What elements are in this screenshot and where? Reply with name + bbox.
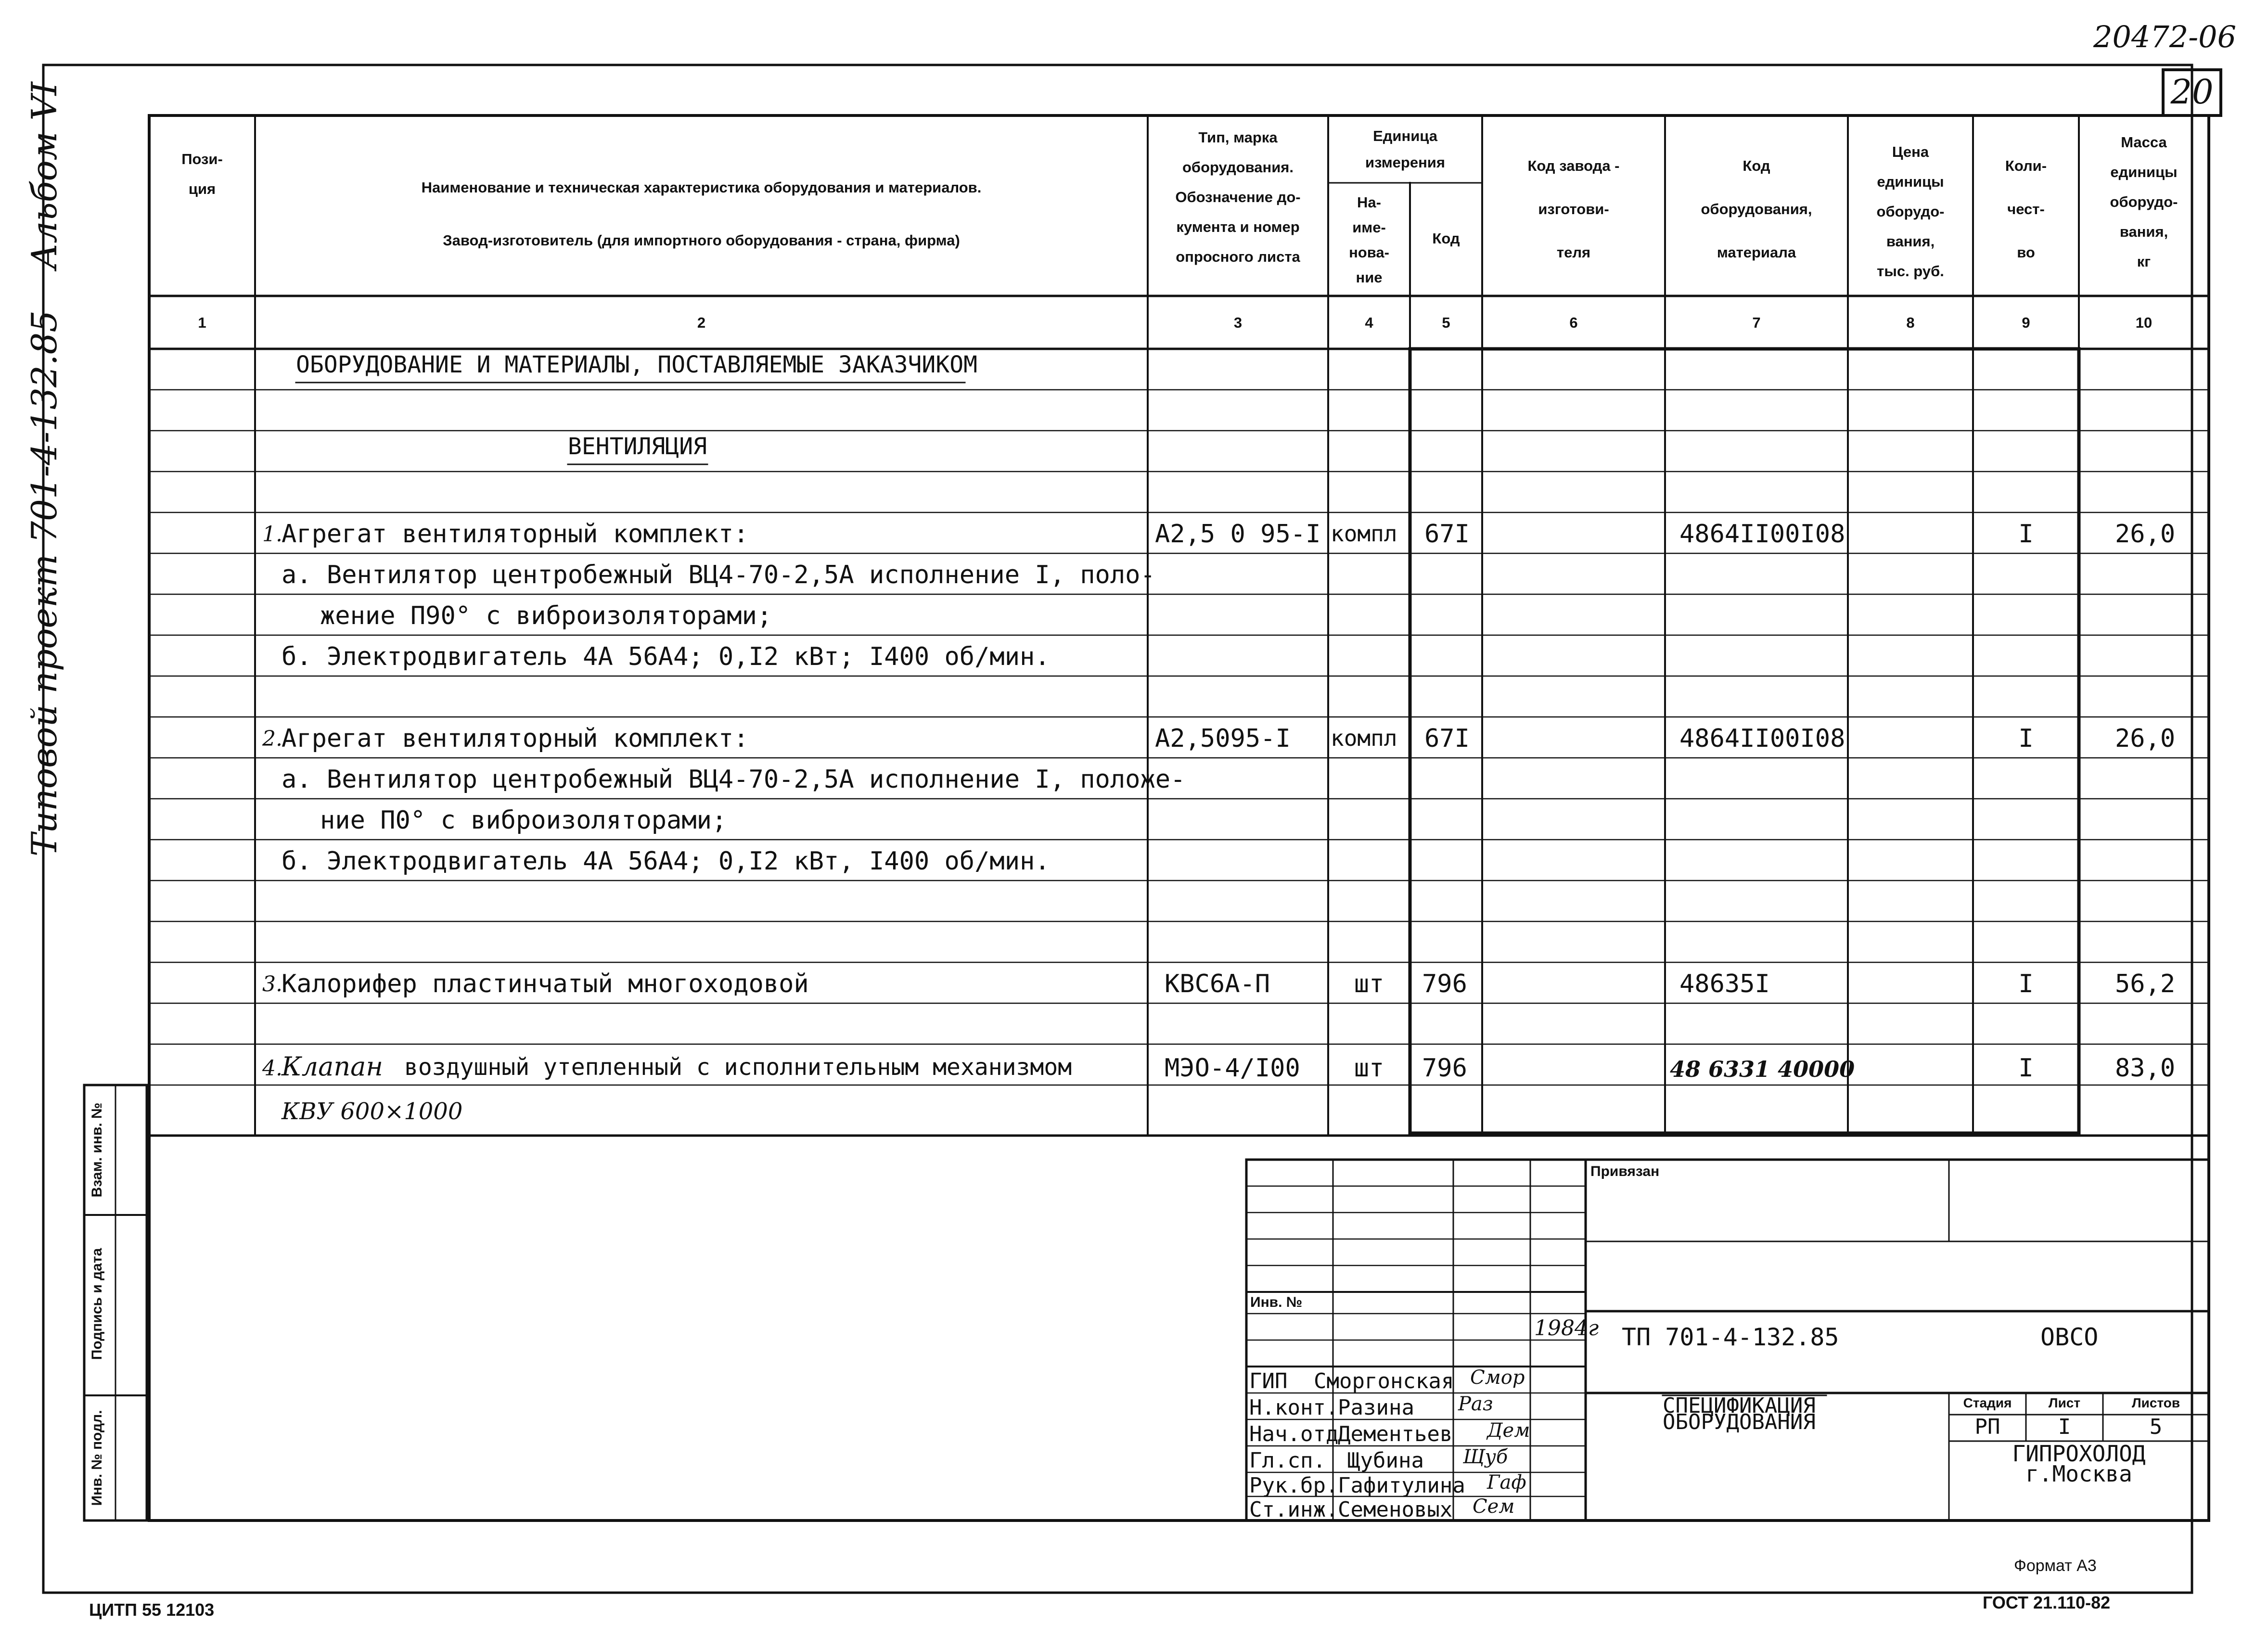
title-block-doc-code: ТП 701-4-132.85 <box>1622 1323 1839 1351</box>
row2-sub-a: а. Вентилятор центробежный ВЦ4-70-2,5А исполнение I, положе- <box>282 765 1186 794</box>
person-1-name: Сморгонская <box>1314 1369 1454 1393</box>
row1-equip-code: 4864II00I08 <box>1679 520 1845 549</box>
header-equip-code: Код оборудования, материала <box>1701 157 1812 261</box>
row2-sub-b: б. Электродвигатель 4А 56А4; 0,I2 кВт, I400 об/мин. <box>282 847 1050 876</box>
person-4-signature: Щуб <box>1463 1446 1508 1468</box>
header-type: Тип, марка оборудования. Обозначение до- кумента и номер опросного листа <box>1175 129 1301 265</box>
person-6-signature: Сем <box>1473 1495 1515 1518</box>
row2-equip-code: 4864II00I08 <box>1679 724 1845 753</box>
row3-equip-code: 48635I <box>1679 970 1770 998</box>
row2-unit-code: 67I <box>1424 724 1470 753</box>
row4-unit: шт <box>1354 1054 1384 1083</box>
row1-sub-b: б. Электродвигатель 4А 56А4; 0,I2 кВт; I400 об/мин. <box>282 642 1050 671</box>
person-4-name: Щубина <box>1347 1448 1424 1473</box>
row2-qty: I <box>2018 724 2034 753</box>
row2-unit: компл <box>1331 725 1397 751</box>
row3-unit-code: 796 <box>1422 970 1467 998</box>
colnum-10: 10 <box>2135 314 2153 331</box>
title-block-sheets-label: Листов <box>2131 1395 2180 1410</box>
corner-number: 20472-06 <box>2093 19 2237 54</box>
row1-unit: компл <box>1331 521 1397 547</box>
header-unit-code: Код <box>1432 230 1460 247</box>
colnum-6: 6 <box>1569 314 1578 331</box>
header-name: Наименование и техническая характеристика оборудования и материалов. Завод-изготовитель (для импортного оборудования - страна, фирма) <box>421 179 982 249</box>
row1-pos: 1. <box>262 522 282 547</box>
strip-label-sign-date: Подпись и дата <box>89 1248 105 1360</box>
colnum-5: 5 <box>1442 314 1450 331</box>
strip-label-replace-inv: Взам. инв. № <box>89 1102 105 1198</box>
person-1-role: ГИП <box>1249 1369 1288 1393</box>
title-block-sheets: 5 <box>2149 1415 2163 1439</box>
side-label-album: Альбом VI <box>24 82 64 269</box>
colnum-4: 4 <box>1365 314 1373 331</box>
row4-equip-code: 48 6331 40000 <box>1670 1056 1855 1082</box>
strip-label-inv-orig: Инв. № подл. <box>89 1410 105 1506</box>
title-block-mark: ОВСО <box>2040 1323 2099 1351</box>
row4-qty: I <box>2018 1054 2034 1083</box>
row4-sub: КВУ 600×1000 <box>282 1098 463 1125</box>
colnum-9: 9 <box>2022 314 2030 331</box>
header-factory-code: Код завода - изготови- теля <box>1527 157 1620 261</box>
row1-unit-code: 67I <box>1424 520 1470 549</box>
side-label-project: Типовой проект 701-4-132.85 <box>24 310 64 856</box>
person-2-signature: Раз <box>1458 1393 1493 1415</box>
person-3-role: Нач.отд <box>1249 1422 1339 1446</box>
colnum-8: 8 <box>1906 314 1915 331</box>
row3-unit: шт <box>1354 970 1384 998</box>
person-6-role: Ст.инж. <box>1249 1497 1339 1522</box>
title-block-sheet: I <box>2058 1415 2071 1439</box>
colnum-3: 3 <box>1233 314 1243 331</box>
footer-citp: ЦИТП 55 12103 <box>89 1600 215 1620</box>
row1-sub-a: а. Вентилятор центробежный ВЦ4-70-2,5А исполнение I, поло- <box>282 561 1155 589</box>
person-3-signature: Дем <box>1487 1419 1530 1442</box>
row4-name: воздушный утепленный с исполнительным механизмом <box>404 1054 1072 1081</box>
row2-pos: 2. <box>262 727 282 751</box>
title-block-org: ГИПРОХОЛОД г.Москва <box>2012 1441 2146 1487</box>
header-pos: Пози- ция <box>181 151 223 197</box>
footer-gost: ГОСТ 21.110-82 <box>1983 1593 2111 1612</box>
title-block-sheet-label: Лист <box>2048 1395 2081 1410</box>
row4-name-handwritten: Клапан <box>282 1051 383 1082</box>
person-4-role: Гл.сп. <box>1249 1448 1326 1473</box>
header-unit-name: На- име- нова- ние <box>1349 194 1389 286</box>
row4-unit-code: 796 <box>1422 1054 1467 1083</box>
person-5-signature: Гаф <box>1487 1471 1526 1494</box>
colnum-1: 1 <box>198 314 206 331</box>
header-mass: Масса единицы оборудо- вания, кг <box>2110 134 2178 270</box>
row2-name: Агрегат вентиляторный комплект: <box>282 724 749 753</box>
title-block-privyazan: Привязан <box>1590 1163 1660 1179</box>
row1-mass: 26,0 <box>2115 520 2176 549</box>
row3-type: КВС6А-П <box>1165 970 1270 998</box>
colnum-2: 2 <box>697 314 706 331</box>
section-main-title: ОБОРУДОВАНИЕ И МАТЕРИАЛЫ, ПОСТАВЛЯЕМЫЕ ЗАКАЗЧИКОМ <box>296 351 978 378</box>
row3-qty: I <box>2018 970 2034 998</box>
person-5-role: Рук.бр. <box>1249 1473 1339 1498</box>
header-price: Цена единицы оборудо- вания, тыс. руб. <box>1876 143 1945 280</box>
row3-pos: 3. <box>262 972 282 996</box>
row1-qty: I <box>2018 520 2034 549</box>
person-1-signature: Смор <box>1470 1367 1525 1389</box>
row3-name: Калорифер пластинчатый многоходовой <box>282 970 809 998</box>
header-unit-group: Единица измерения <box>1365 128 1445 171</box>
sheet-box-number: 20 <box>2170 72 2214 112</box>
row3-mass: 56,2 <box>2115 970 2176 998</box>
row4-pos: 4. <box>262 1056 282 1081</box>
person-2-name: Разина <box>1338 1395 1414 1420</box>
person-3-name: Дементьев <box>1338 1422 1453 1446</box>
row1-name: Агрегат вентиляторный комплект: <box>282 520 749 549</box>
header-qty: Коли- чест- во <box>2005 157 2047 261</box>
title-block-stage: РП <box>1974 1415 2000 1439</box>
title-block-inv-no: Инв. № <box>1250 1294 1303 1310</box>
row1-sub-a-cont: жение П90° с виброизоляторами; <box>320 601 772 630</box>
row4-mass: 83,0 <box>2115 1054 2176 1083</box>
colnum-7: 7 <box>1752 314 1761 331</box>
title-block-doc-title: СПЕЦИФИКАЦИЯ ОБОРУДОВАНИЯ <box>1663 1393 1816 1434</box>
row2-sub-a-cont: ние П0° с виброизоляторами; <box>320 806 727 835</box>
person-6-name: Семеновых <box>1338 1497 1453 1522</box>
title-block-year: 1984г <box>1534 1316 1599 1341</box>
section-sub-title: ВЕНТИЛЯЦИЯ <box>568 433 707 460</box>
row2-mass: 26,0 <box>2115 724 2176 753</box>
person-5-name: Гафитулина <box>1338 1473 1465 1498</box>
person-2-role: Н.конт. <box>1249 1395 1339 1420</box>
title-block-stage-label: Стадия <box>1963 1395 2012 1410</box>
row1-type: А2,5 0 95-I <box>1155 520 1321 549</box>
footer-format: Формат А3 <box>2014 1557 2097 1575</box>
row2-type: А2,5095-I <box>1155 724 1291 753</box>
row4-type: МЭО-4/I00 <box>1165 1054 1300 1083</box>
